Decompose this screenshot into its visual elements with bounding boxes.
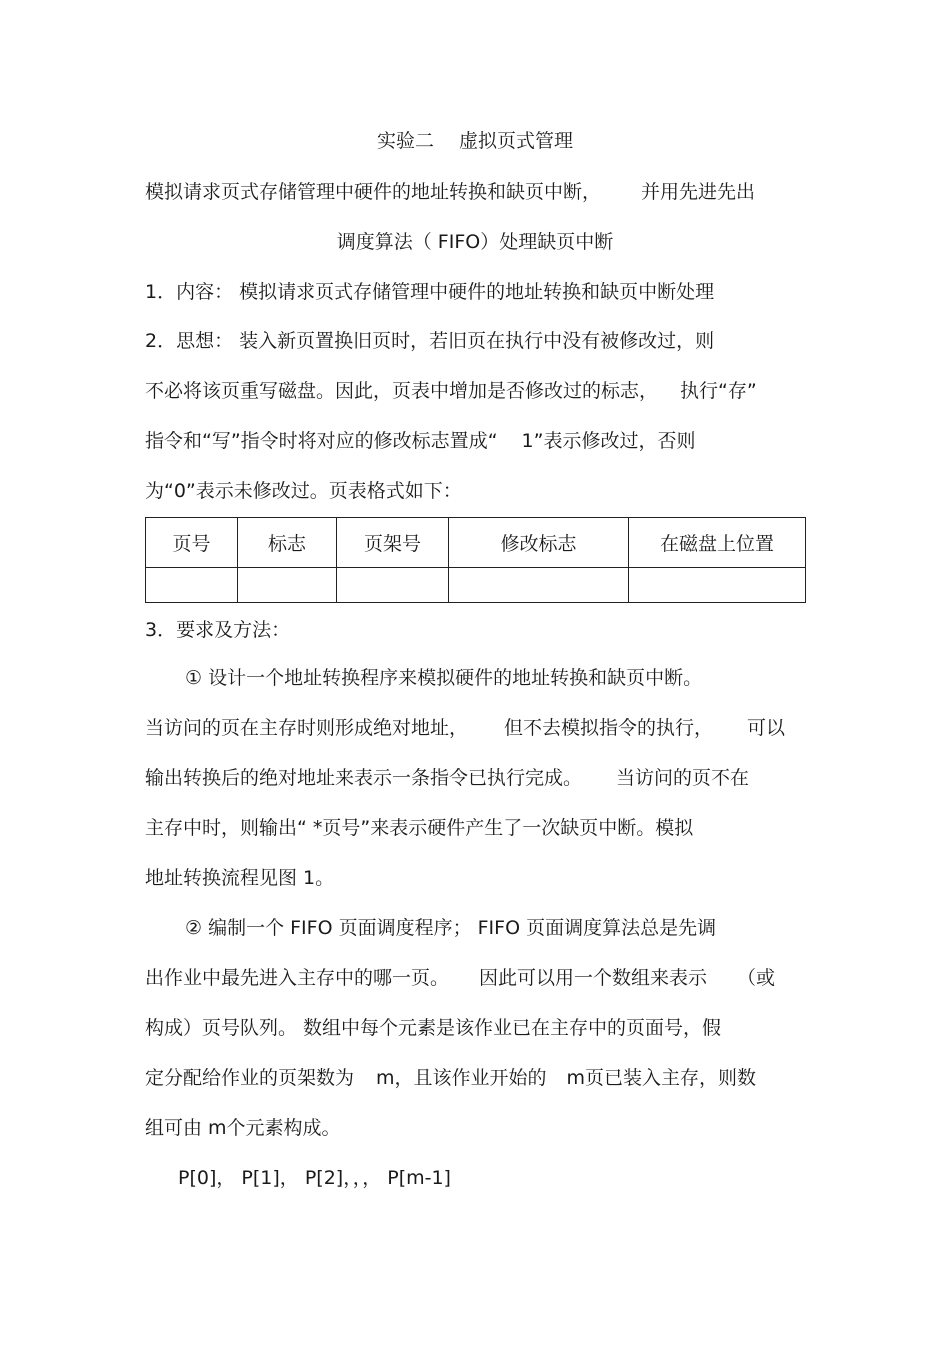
section-2-line-4: 为“0”表示未修改过。页表格式如下： bbox=[145, 480, 462, 502]
table-cell bbox=[146, 568, 238, 603]
subtitle-text: 并用先进先出 bbox=[641, 181, 756, 203]
table-cell bbox=[238, 568, 337, 603]
table-row bbox=[146, 568, 806, 603]
table-header-cell: 修改标志 bbox=[449, 518, 629, 568]
paragraph-text: （或 bbox=[737, 967, 776, 989]
table-header-cell: 页架号 bbox=[337, 518, 449, 568]
paragraph-text: 输出转换后的绝对地址来表示一条指令已执行完成。 bbox=[145, 767, 583, 789]
section-2-line-2 bbox=[145, 379, 757, 403]
section-1-content: 1．内容： 模拟请求页式存储管理中硬件的地址转换和缺页中断处理 bbox=[145, 281, 715, 303]
paragraph-text: 因此可以用一个数组来表示 bbox=[479, 967, 708, 989]
table-header-cell: 页号 bbox=[146, 518, 238, 568]
item-1-line-3 bbox=[145, 766, 749, 790]
paragraph-text: 1”表示修改过，否则 bbox=[521, 430, 696, 452]
paragraph-text: 定分配给作业的页架数为 bbox=[145, 1067, 355, 1089]
item-2-line-5: 组可由 m个元素构成。 bbox=[145, 1117, 341, 1139]
section-2-line-1: 2．思想： 装入新页置换旧页时，若旧页在执行中没有被修改过，则 bbox=[145, 330, 715, 352]
paragraph-text: 但不去模拟指令的执行， bbox=[504, 717, 714, 739]
table-cell bbox=[337, 568, 449, 603]
item-1-line-4: 主存中时，则输出“ *页号”来表示硬件产生了一次缺页中断。模拟 bbox=[145, 817, 694, 839]
table-header-cell: 在磁盘上位置 bbox=[629, 518, 806, 568]
paragraph-text: 当访问的页不在 bbox=[616, 767, 750, 789]
subtitle-line-1 bbox=[145, 180, 755, 204]
paragraph-text: m页已装入主存，则数 bbox=[566, 1067, 757, 1089]
paragraph-text: 指令和“写”指令时将对应的修改标志置成“ bbox=[145, 430, 498, 452]
item-1-line-2 bbox=[145, 716, 785, 740]
item-2-line-2 bbox=[145, 966, 775, 990]
array-line: P[0]， P[1]， P[2]，，， P[m-1] bbox=[178, 1167, 451, 1189]
paragraph-text: 出作业中最先进入主存中的哪一页。 bbox=[145, 967, 450, 989]
table-header-cell: 标志 bbox=[238, 518, 337, 568]
table-header-row bbox=[146, 518, 806, 568]
table-cell bbox=[629, 568, 806, 603]
page-table-format bbox=[145, 517, 806, 603]
table-cell bbox=[449, 568, 629, 603]
doc-title: 实验二 虚拟页式管理 bbox=[376, 130, 574, 152]
paragraph-text: 可以 bbox=[747, 717, 786, 739]
section-2-line-3 bbox=[145, 429, 695, 453]
item-2-line-4 bbox=[145, 1066, 756, 1090]
section-3-heading: 3．要求及方法： bbox=[145, 619, 291, 641]
item-1-line-5: 地址转换流程见图 1。 bbox=[145, 867, 335, 889]
paragraph-text: 执行“存” bbox=[680, 380, 757, 402]
item-2-line-3: 构成）页号队列。 数组中每个元素是该作业已在主存中的页面号，假 bbox=[145, 1017, 722, 1039]
subtitle-text: 模拟请求页式存储管理中硬件的地址转换和缺页中断， bbox=[145, 181, 602, 203]
subtitle-line-2: 调度算法（ FIFO）处理缺页中断 bbox=[336, 231, 614, 253]
paragraph-text: 当访问的页在主存时则形成绝对地址， bbox=[145, 717, 469, 739]
paragraph-text: m，且该作业开始的 bbox=[376, 1067, 547, 1089]
item-1-line-1: ① 设计一个地址转换程序来模拟硬件的地址转换和缺页中断。 bbox=[185, 667, 703, 689]
paragraph-text: 不必将该页重写磁盘。因此，页表中增加是否修改过的标志， bbox=[145, 380, 659, 402]
item-2-line-1: ② 编制一个 FIFO 页面调度程序； FIFO 页面调度算法总是先调 bbox=[185, 917, 717, 939]
